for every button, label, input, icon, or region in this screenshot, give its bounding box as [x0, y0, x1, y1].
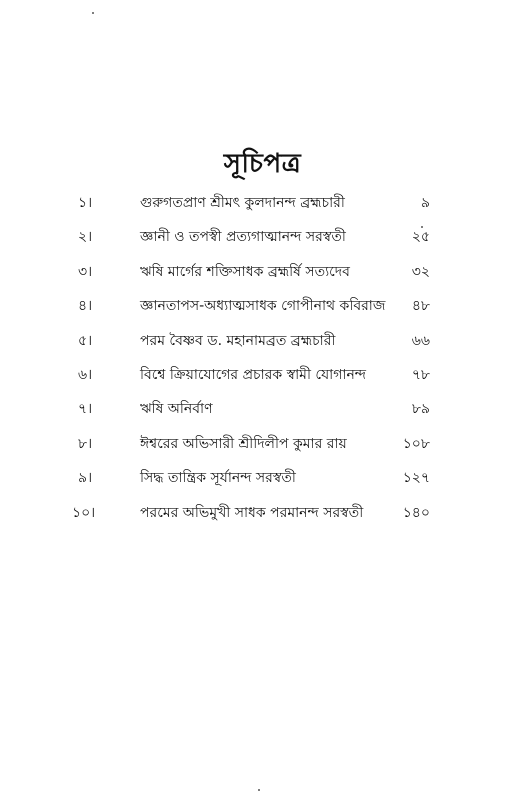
toc-entry	[0, 186, 525, 220]
paper-speck	[92, 12, 94, 14]
toc-entry	[0, 220, 525, 254]
paper-speck	[258, 789, 260, 791]
toc-entry	[0, 358, 525, 392]
entry-title: গুরুগতপ্রাণ শ্রীমৎ কুলদানন্দ ব্রহ্মচারী	[140, 195, 345, 211]
entry-title: পরম বৈষ্ণব ড. মহানামব্রত ব্রহ্মচারী	[140, 332, 336, 349]
entry-title: ঋষি অনির্বাণ	[140, 401, 213, 418]
entry-page-number: ৩২	[411, 263, 430, 280]
entry-title: ঋষি মার্গের শক্তিসাধক ব্রহ্মর্ষি সত্যদেব	[140, 263, 350, 280]
entry-page-number: ১০৮	[402, 435, 430, 452]
entry-title: পরমের অভিমুখী সাধক পরমানন্দ সরস্বতী	[140, 504, 364, 521]
entry-title: বিশ্বে ক্রিয়াযোগের প্রচারক স্বামী যোগানন্দ	[140, 366, 367, 383]
entry-page-number: ৯	[420, 195, 430, 211]
entry-number: ৮।	[78, 435, 93, 452]
entry-number: ৬।	[78, 366, 93, 383]
entry-number: ৩।	[78, 263, 93, 280]
toc-entry	[0, 255, 525, 289]
toc-entry	[0, 324, 525, 358]
entry-number: ২।	[78, 229, 93, 246]
toc-entry	[0, 427, 525, 461]
entry-page-number: ৮৯	[411, 401, 430, 418]
entry-page-number: ৬৬	[411, 332, 430, 349]
entry-page-number: ১২৭	[402, 470, 430, 487]
entry-number: ৯।	[78, 470, 93, 487]
entry-page-number: ১৪০	[402, 504, 430, 521]
entry-number: ৭।	[78, 401, 93, 418]
entry-title: সিদ্ধ তান্ত্রিক সূর্যানন্দ সরস্বতী	[140, 470, 296, 487]
entry-title: ঈশ্বরের অভিসারী শ্রীদিলীপ কুমার রায়	[140, 435, 347, 452]
table-of-contents	[0, 186, 525, 530]
entry-number: ১।	[78, 195, 93, 211]
toc-entry	[0, 496, 525, 530]
toc-entry	[0, 289, 525, 323]
toc-entry	[0, 392, 525, 426]
page-title: সূচিপত্র	[223, 149, 302, 179]
entry-number: ৪।	[78, 298, 93, 315]
entry-page-number: ৪৮	[411, 298, 430, 315]
entry-title: জ্ঞানতাপস-অধ্যাত্মসাধক গোপীনাথ কবিরাজ	[140, 298, 386, 315]
entry-number: ১০।	[72, 504, 96, 521]
entry-number: ৫।	[78, 332, 93, 349]
entry-page-number: ২৫	[411, 229, 430, 246]
entry-page-number: ৭৮	[411, 366, 430, 383]
entry-title: জ্ঞানী ও তপস্বী প্রত্যগাত্মানন্দ সরস্বতী	[140, 229, 346, 246]
toc-entry	[0, 461, 525, 495]
